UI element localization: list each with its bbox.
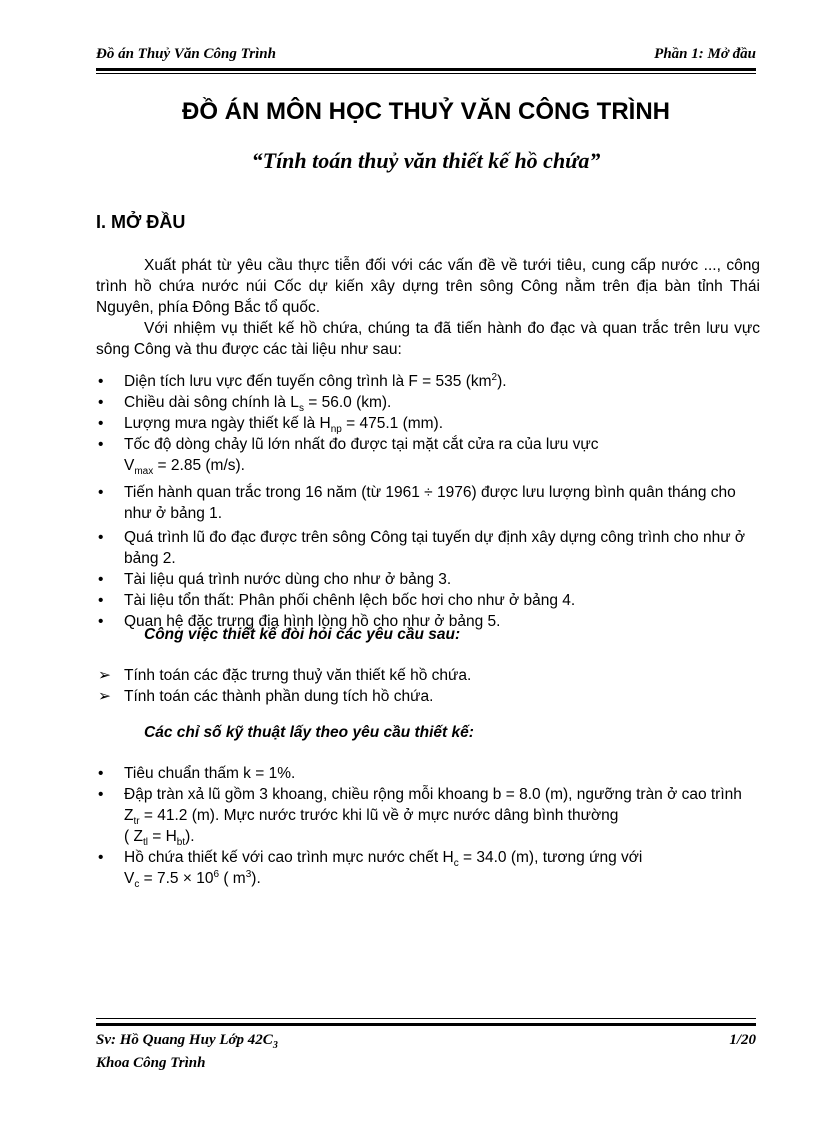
bullet-icon: •	[98, 849, 104, 866]
list-item: • Quá trình lũ đo đạc được trên sông Công tại tuyến dự định xây dựng công trình cho như ở bảng 2.	[98, 529, 746, 567]
bullet-icon: •	[98, 571, 104, 588]
list-item: • Lượng mưa ngày thiết kế là $H_{np} = 475.1$ (mm).	[98, 415, 444, 436]
bullet-icon: •	[98, 415, 104, 432]
header-rule	[96, 68, 756, 71]
arrow-bullet-icon: ➢	[98, 688, 111, 705]
list-item: • Tài liệu tổn thất: Phân phối chênh lệch bốc hơi cho như ở bảng 4.	[98, 592, 576, 609]
bullet-icon: •	[98, 529, 104, 546]
bullet-icon: •	[98, 613, 104, 630]
arrow-bullet-icon: ➢	[98, 667, 111, 684]
header-left: Đồ án Thuỷ Văn Công Trình	[96, 46, 276, 62]
list-item: • Diện tích lưu vực đến tuyến công trình là F = 535 $(km^2)$.	[98, 371, 507, 390]
section-heading: I. MỞ ĐẦU	[96, 212, 186, 232]
list-item: • Đập tràn xả lũ gồm 3 khoang, chiều rộng mỗi khoang b = 8.0 (m), ngưỡng tràn ở cao trình $Z_{tr} = 41.2$ (m). Mực nước trước khi lũ về ở mực nước dâng bình thường ( $Z_{tl} = H_{bt}$).	[98, 786, 742, 849]
footer-rule-thin	[96, 1018, 756, 1019]
bullet-icon: •	[98, 765, 104, 782]
list-item: • Tiến hành quan trắc trong 16 năm (từ 1961 ÷ 1976) được lưu lượng bình quân tháng cho như ở bảng 1.	[98, 484, 736, 522]
page-number: 1/20	[729, 1032, 756, 1048]
footer-rule	[96, 1023, 756, 1026]
document-title: ĐỒ ÁN MÔN HỌC THUỶ VĂN CÔNG TRÌNH	[182, 98, 670, 125]
list-item: • Tốc độ dòng chảy lũ lớn nhất đo được tại mặt cắt cửa ra của lưu vực $V_{max} = 2.85$ (m/s).	[98, 436, 599, 478]
list-item: • Tài liệu quá trình nước dùng cho như ở bảng 3.	[98, 571, 452, 588]
work-list	[96, 665, 760, 707]
work-heading: Công việc thiết kế đòi hỏi các yêu cầu sau:	[144, 626, 461, 643]
header-rule-thin	[96, 73, 756, 74]
footer-department: Khoa Công Trình	[96, 1055, 206, 1071]
list-item: • Hồ chứa thiết kế với cao trình mực nước chết $H_c = 34.0$ (m), tương ứng với $V_c = 7.5 \times 10^6$ ( $m^3$).	[98, 849, 643, 891]
survey-paragraph: Với nhiệm vụ thiết kế hồ chứa, chúng ta đã tiến hành đo đạc và quan trắc trên lưu vực sông Công và thu được các tài liệu như sau:	[96, 320, 760, 358]
bullet-icon: •	[98, 484, 104, 501]
tech-list	[96, 763, 760, 889]
bullet-icon: •	[98, 592, 104, 609]
intro-paragraph: Xuất phát từ yêu cầu thực tiễn đối với các vấn đề về tưới tiêu, cung cấp nước ..., công trình hồ chứa nước núi Cốc dự kiến xây dựng trên sông Công nằm trên địa bàn tỉnh Thái Nguyên, phía Đông Bắc tổ quốc.	[96, 257, 760, 316]
list-item: ➢ Tính toán các đặc trưng thuỷ văn thiết kế hồ chứa.	[98, 667, 472, 684]
tech-heading: Các chỉ số kỹ thuật lấy theo yêu cầu thiết kế:	[144, 724, 474, 741]
bullet-icon: •	[98, 373, 104, 390]
list-item: • Tiêu chuẩn thấm k = 1%.	[98, 765, 296, 782]
list-item: • Quan hệ đặc trưng địa hình lòng hồ cho như ở bảng 5.	[98, 613, 501, 630]
bullet-icon: •	[98, 394, 104, 411]
bullet-icon: •	[98, 436, 104, 453]
page-header	[96, 44, 756, 66]
header-right: Phần 1: Mở đầu	[654, 46, 756, 62]
data-list	[96, 371, 760, 632]
list-item: ➢ Tính toán các thành phần dung tích hồ chứa.	[98, 688, 434, 705]
list-item: • Chiều dài sông chính là $L_s = 56.0$ (km).	[98, 394, 392, 415]
bullet-icon: •	[98, 786, 104, 803]
document-subtitle: “Tính toán thuỷ văn thiết kế hồ chứa”	[251, 148, 601, 173]
footer-author: Sv: Hồ Quang Huy Lớp $42C_3$ 1/20	[96, 1032, 756, 1051]
